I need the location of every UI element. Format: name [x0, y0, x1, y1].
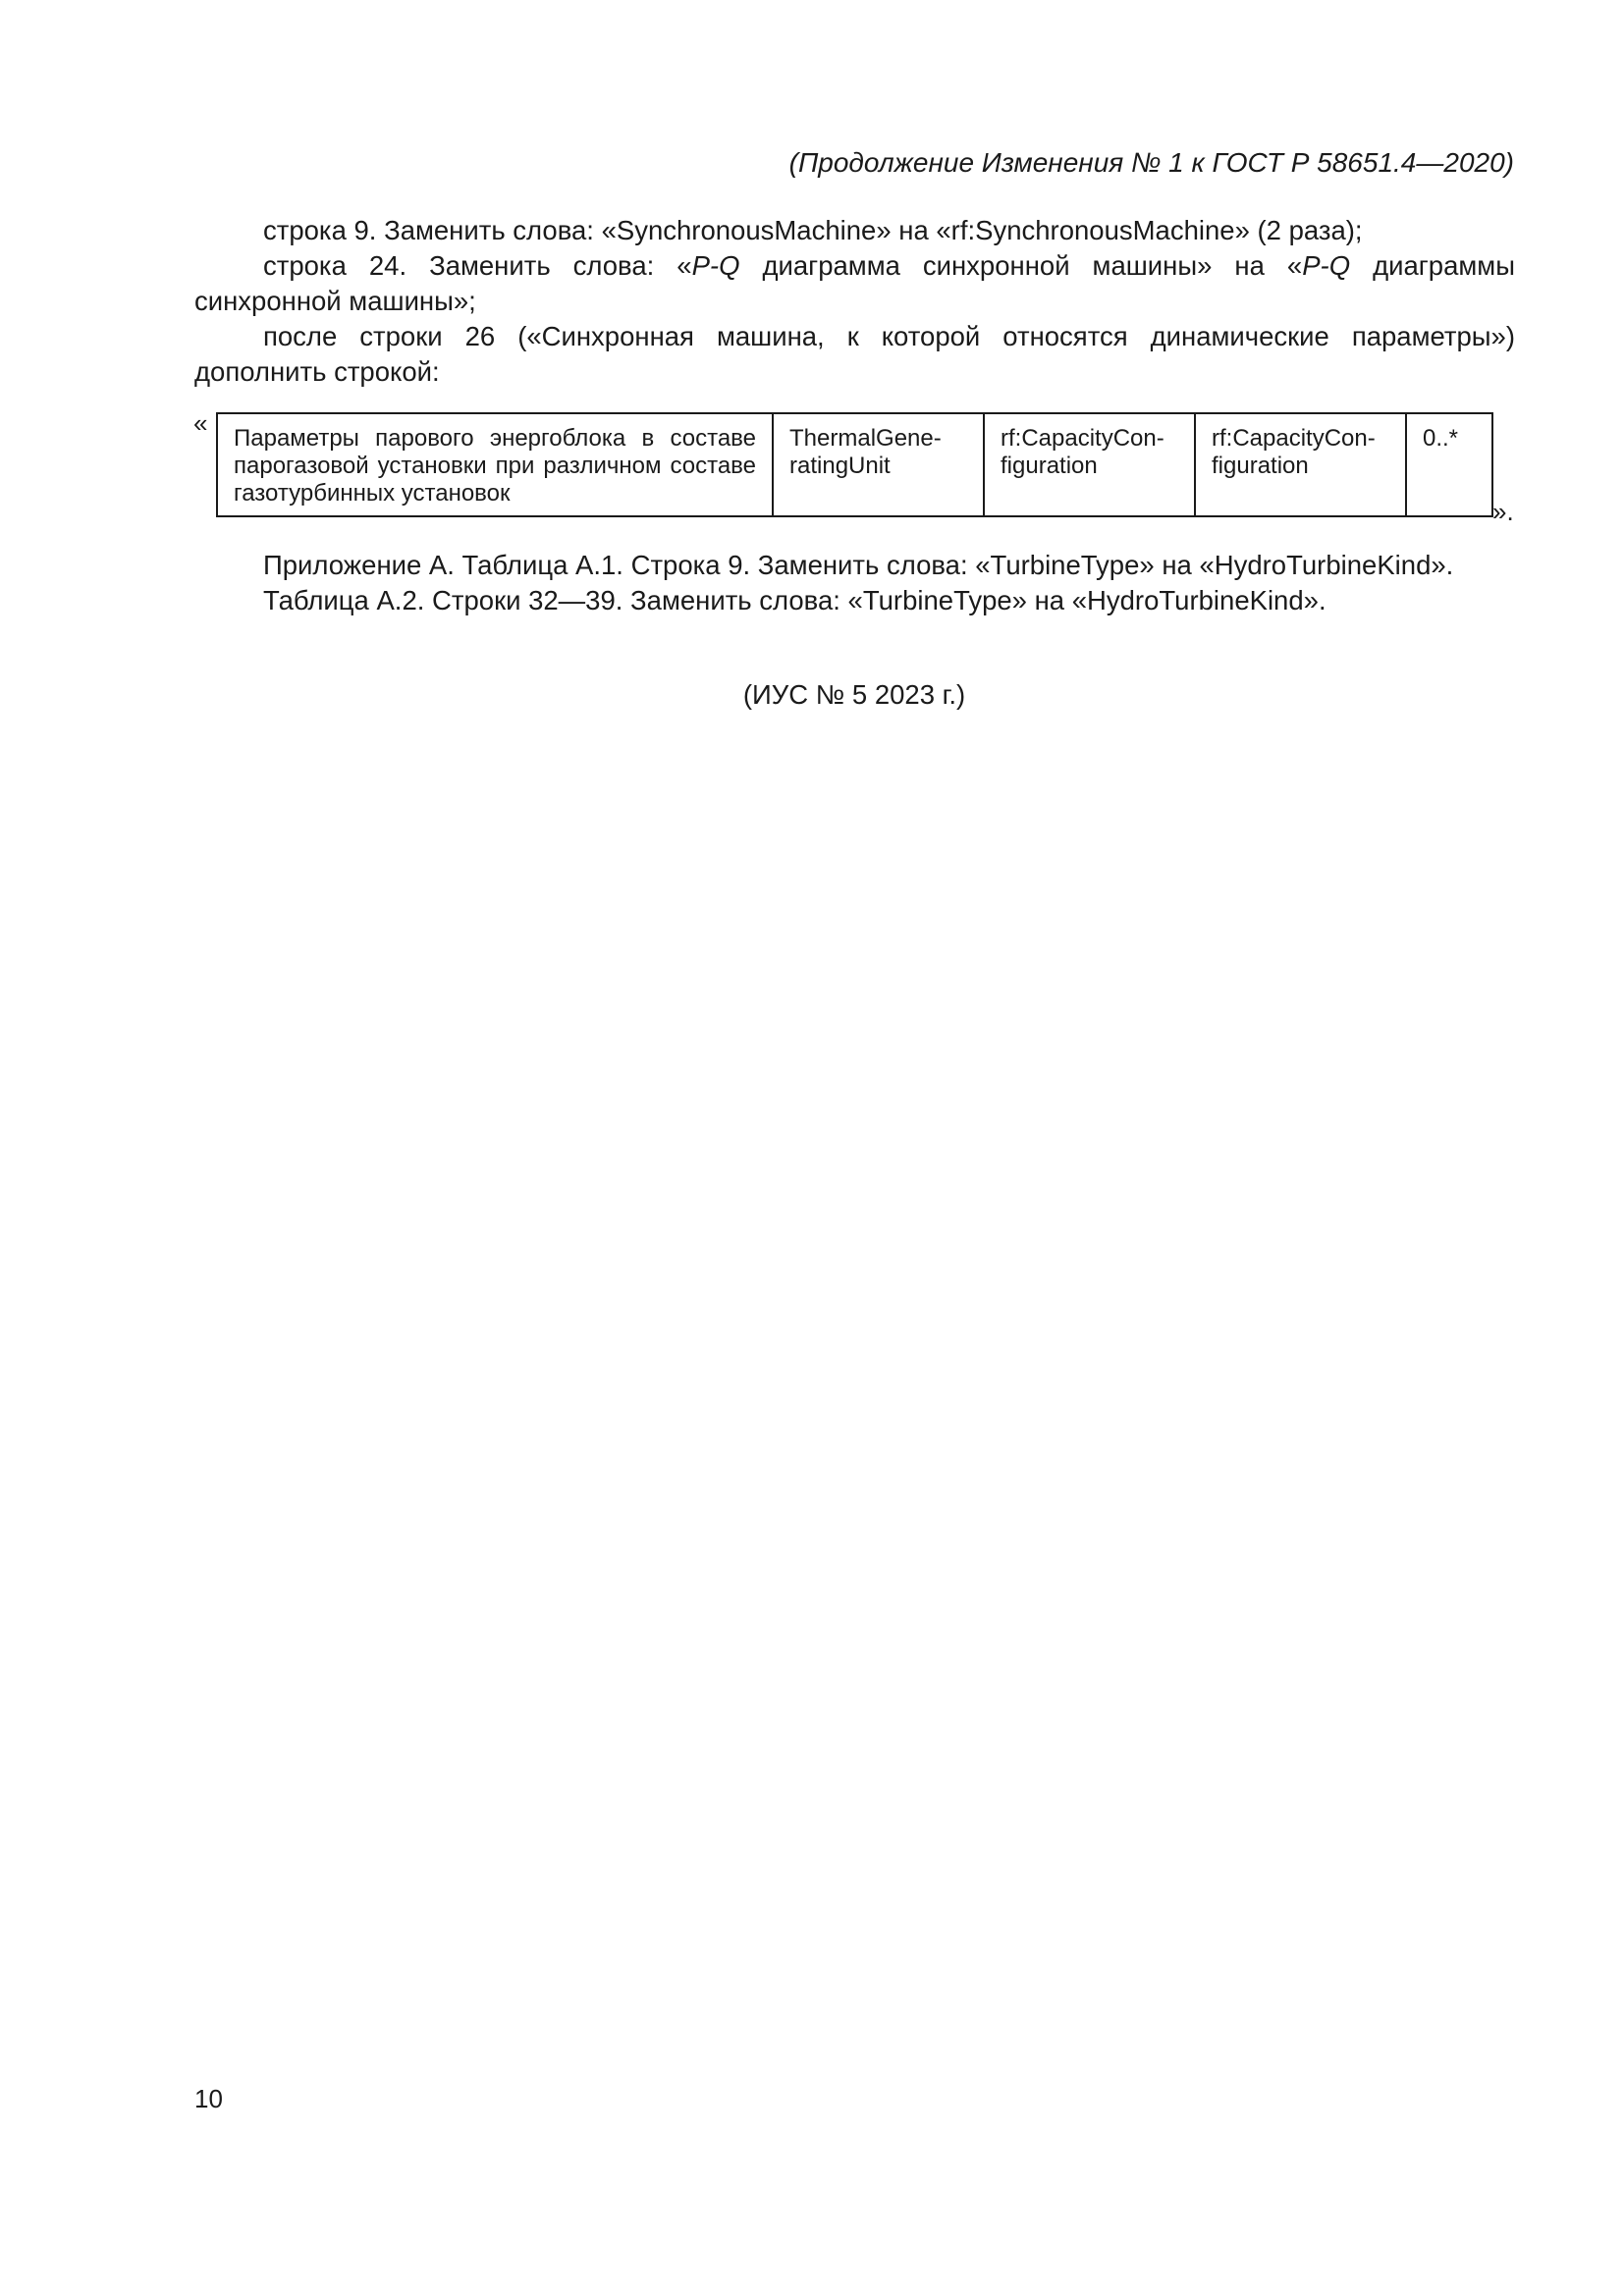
paragraph-after-line-26: после строки 26 («Синхронная машина, к которой относятся динамические параметры») дополнить строкой: [194, 321, 1515, 387]
ius-note: (ИУС № 5 2023 г.) [742, 679, 966, 710]
table-row [217, 413, 1492, 516]
page-header: (Продолжение Изменения № 1 к ГОСТ Р 58651.4—2020) [788, 147, 1514, 178]
appendix-a-table-a1-line: Приложение А. Таблица А.1. Строка 9. Заменить слова: «TurbineType» на «HydroTurbineKind». [263, 550, 1454, 580]
amendment-text [194, 213, 1515, 390]
paragraph-line-24-part-b: диаграмма синхронной машины» на « [739, 250, 1303, 281]
appendix-changes [194, 548, 1515, 618]
paragraph-line-24-part-c: диаграммы синхронной машины»; [194, 250, 1515, 316]
paragraph-line-24 [194, 248, 1515, 319]
cell-type-1: rf:CapacityCon-figuration [984, 413, 1195, 516]
paragraph-line-24-part-a: строка 24. Заменить слова: « [263, 250, 692, 281]
cell-class-name: ThermalGene-ratingUnit [773, 413, 984, 516]
cell-multiplicity: 0..* [1406, 413, 1492, 516]
page-number: 10 [194, 2084, 223, 2113]
pq-term-2: P-Q [1302, 250, 1351, 281]
appendix-a-table-a2-line: Таблица А.2. Строки 32—39. Заменить слова: «TurbineType» на «HydroTurbineKind». [263, 585, 1326, 615]
inserted-row-table [216, 412, 1493, 517]
closing-quote: ». [1492, 497, 1514, 526]
opening-quote: « [193, 408, 208, 438]
pq-term-1: P-Q [691, 250, 740, 281]
cell-type-2: rf:CapacityCon-figuration [1195, 413, 1406, 516]
paragraph-line-9: строка 9. Заменить слова: «SynchronousMachine» на «rf:SynchronousMachine» (2 раза); [263, 215, 1363, 245]
cell-parameter-name: Параметры парового энергоблока в составе парогазовой установки при различном составе газотурбинных установок [217, 413, 773, 516]
